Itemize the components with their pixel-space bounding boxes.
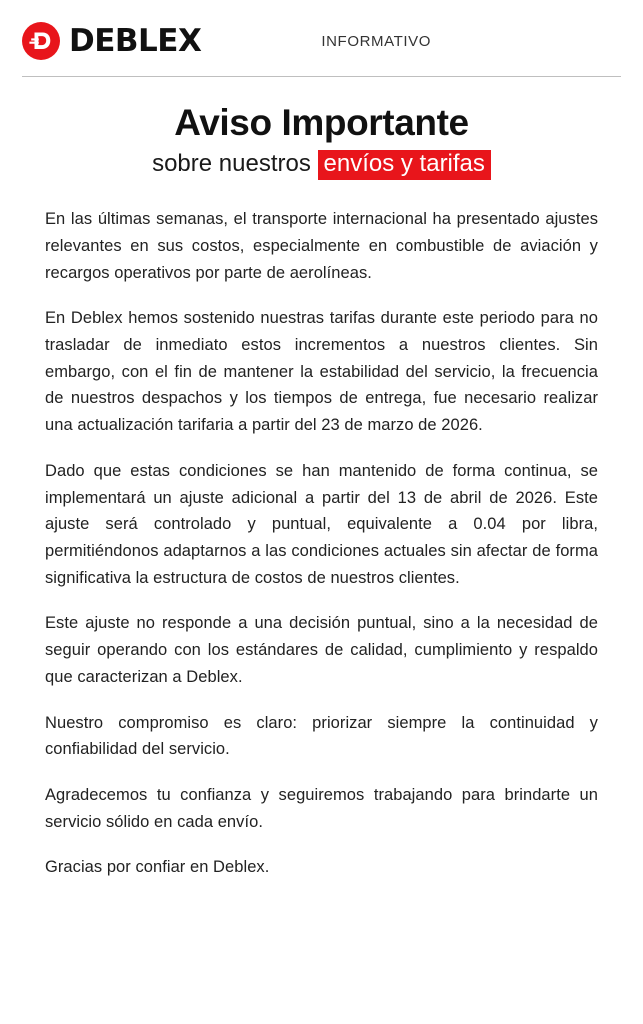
document-header (0, 0, 643, 76)
brand-logo (22, 22, 201, 60)
subtitle-highlight: envíos y tarifas (318, 150, 491, 180)
page-subtitle (22, 149, 621, 180)
body-paragraph: En las últimas semanas, el transporte internacional ha presentado ajustes relevantes en sus costos, especialmente en combustible de aviación y recargos operativos por parte de aerolíneas. (45, 210, 598, 282)
subtitle-prefix: sobre nuestros (152, 149, 318, 177)
body-paragraph: Este ajuste no responde a una decisión puntual, sino a la necesidad de seguir operando con los estándares de calidad, cumplimiento y respaldo que caracterizan a Deblex. (45, 614, 598, 686)
document-body (0, 184, 643, 881)
body-paragraph: Agradecemos tu confianza y seguiremos trabajando para brindarte un servicio sólido en cada envío. (45, 786, 598, 831)
page-title: Aviso Importante (174, 102, 469, 143)
brand-name: DEBLEX (69, 22, 202, 59)
body-paragraph: En Deblex hemos sostenido nuestras tarifas durante este periodo para no trasladar de inmediato estos incrementos a nuestros clientes. Sin embargo, con el fin de mantener la estabilidad del servicio, la frecuencia de nuestros despachos y los tiempos de entrega, fue necesario realizar una actualización tarifaria a partir del 23 de marzo de 2026. (45, 309, 598, 435)
document-category-label: INFORMATIVO (321, 32, 432, 50)
body-paragraph: Nuestro compromiso es claro: priorizar siempre la continuidad y confiabilidad del servicio. (45, 713, 598, 759)
deblex-d-logo-icon (22, 22, 60, 60)
title-block (0, 77, 643, 184)
body-closing-line: Gracias por confiar en Deblex. (45, 858, 270, 877)
body-paragraph: Dado que estas condiciones se han mantenido de forma continua, se implementará un ajuste adicional a partir del 13 de abril de 2026. Este ajuste será controlado y puntual, equivalente a 0.04 por libra, permitiéndonos adaptarnos a las condiciones actuales sin afectar de forma significativa la estructura de costos de nuestros clientes. (45, 461, 598, 587)
